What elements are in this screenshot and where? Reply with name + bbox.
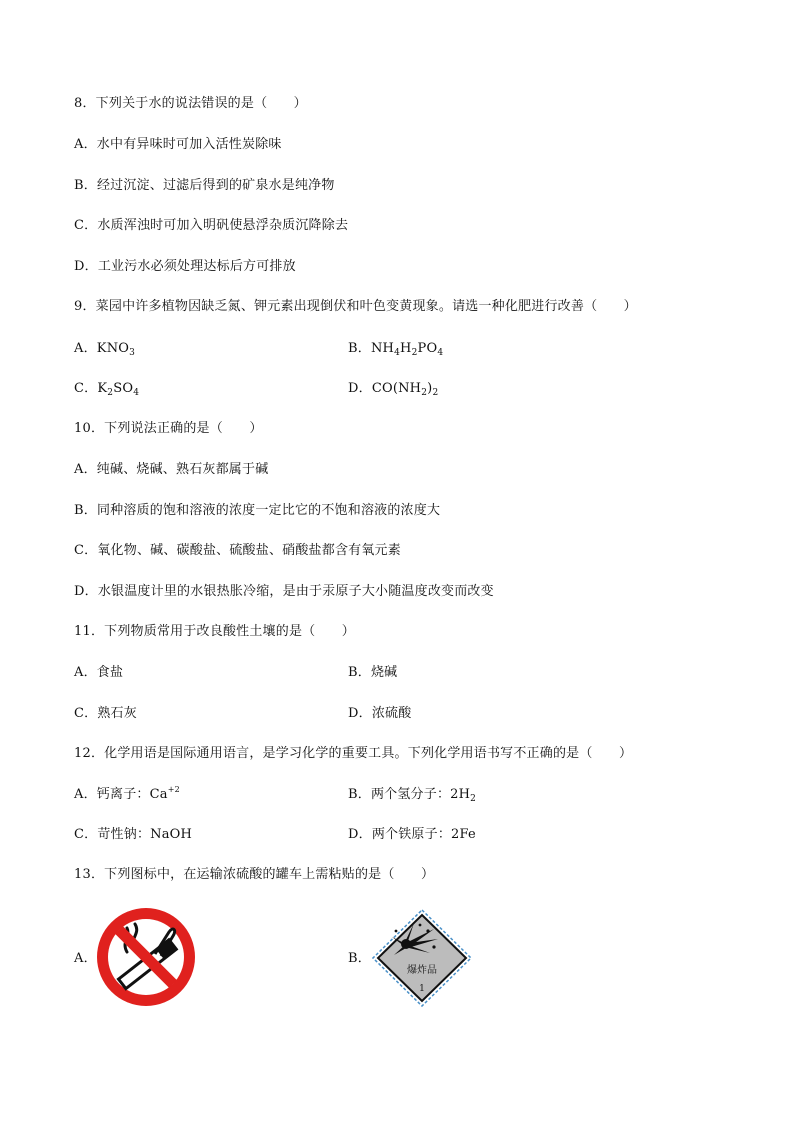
q11-option-d: D．浓硫酸 [348, 706, 412, 721]
q11-option-b: B．烧碱 [348, 665, 398, 680]
q11-option-c: C．熟石灰 [74, 706, 137, 721]
q13-option-b-label: B． [348, 951, 371, 966]
q9-option-c: C．$K_2SO_4$ [74, 381, 140, 398]
q12-option-b: B．两个氢分子：$2H_2$ [348, 787, 477, 804]
q9-option-d: D．$CO(NH_2)_2$ [348, 381, 439, 398]
q10-stem: 10．下列说法正确的是（ ） [74, 421, 263, 436]
explosive-hazard-icon [372, 909, 472, 1011]
q9-stem: 9．菜园中许多植物因缺乏氮、钾元素出现倒伏和叶色变黄现象。请选一种化肥进行改善（ ） [74, 299, 637, 314]
q9-option-b: B．$NH_4H_2PO_4$ [348, 341, 444, 358]
q8-option-a: A．水中有异味时可加入活性炭除味 [74, 137, 282, 152]
q10-option-a: A．纯碱、烧碱、熟石灰都属于碱 [74, 462, 269, 477]
q8-stem: 8．下列关于水的说法错误的是（ ） [74, 96, 307, 111]
q12-option-c: C．苛性钠：NaOH [74, 827, 193, 842]
q12-option-a: A．钙离子：$Ca^{+2}$ [74, 785, 180, 802]
q12-option-d: D．两个铁原子：2Fe [348, 827, 476, 842]
no-smoking-icon [97, 908, 195, 1010]
q10-option-b: B．同种溶质的饱和溶液的浓度一定比它的不饱和溶液的浓度大 [74, 503, 441, 518]
q8-option-d: D．工业污水必须处理达标后方可排放 [74, 259, 296, 274]
explosive-sign-class: 1 [419, 984, 425, 994]
q12-stem: 12．化学用语是国际通用语言，是学习化学的重要工具。下列化学用语书写不正确的是（ ） [74, 746, 633, 761]
explosive-sign-label: 爆炸品 [407, 965, 437, 976]
q13-stem: 13．下列图标中，在运输浓硫酸的罐车上需粘贴的是（ ） [74, 867, 435, 882]
q10-option-d: D．水银温度计里的水银热胀冷缩，是由于汞原子大小随温度改变而改变 [74, 584, 494, 599]
q11-stem: 11．下列物质常用于改良酸性土壤的是（ ） [74, 624, 355, 639]
q13-option-a-label: A． [74, 951, 97, 966]
q9-option-a: A．$KNO_3$ [74, 341, 136, 358]
q10-option-c: C．氧化物、碱、碳酸盐、硫酸盐、硝酸盐都含有氧元素 [74, 543, 401, 558]
q11-option-a: A．食盐 [74, 665, 124, 680]
q8-option-c: C．水质浑浊时可加入明矾使悬浮杂质沉降除去 [74, 218, 349, 233]
q8-option-b: B．经过沉淀、过滤后得到的矿泉水是纯净物 [74, 178, 335, 193]
